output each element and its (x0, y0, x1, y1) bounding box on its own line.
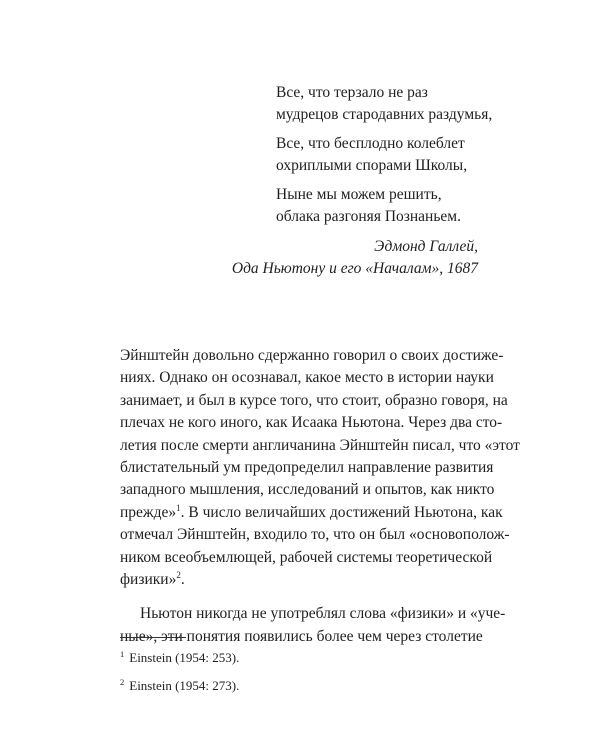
footnote-1 (120, 650, 480, 666)
text-line: Ньютон никогда не употреблял слова «физики» и «уче- (140, 605, 506, 623)
epigraph-line: облака разгоняя Познаньем. (276, 208, 461, 225)
epigraph-line: Все, что бесплодно колеблет (276, 135, 465, 152)
text-fragment: физики» (120, 571, 177, 589)
epigraph-line: охриплыми спорами Школы, (276, 157, 468, 174)
text-line: летия после смерти англичанина Эйнштейн писал, что «этот (120, 436, 520, 454)
epigraph-stanza-1 (276, 82, 516, 126)
epigraph-attribution (232, 236, 478, 280)
text-line: западного мышления, исследований и опытов, как никто (120, 481, 495, 499)
text-line: отмечал Эйнштейн, входило то, что он был «основополож- (120, 526, 510, 544)
footnote-2 (120, 678, 480, 694)
text-line (120, 502, 503, 524)
text-line: Эйнштейн довольно сдержанно говорил о своих достиже- (120, 347, 504, 364)
footnote-ref-1[interactable]: 1 (176, 502, 181, 513)
paragraph-2 (120, 603, 506, 648)
text-line: ниях. Однако он осознавал, какое место в истории науки (120, 369, 494, 387)
text-line: ные», эти понятия появились более чем через столетие (120, 627, 483, 645)
text-line: занимает, и был в курсе того, что стоит, образно говоря, на (120, 391, 508, 409)
text-fragment: прежде» (120, 503, 177, 521)
footnotes (120, 650, 480, 706)
epigraph-stanza-3 (276, 184, 516, 228)
text-line: плечах не кого иного, как Исаака Ньютона. Через два сто- (120, 414, 503, 432)
body-text (120, 345, 520, 648)
epigraph (276, 82, 516, 235)
text-line: ником всеобъемлющей, рабочей системы теоретической (120, 548, 493, 566)
epigraph-line: мудрецов стародавних раздумья, (276, 106, 493, 123)
footnote-text: Einstein (1954: 253). (129, 650, 240, 665)
epigraph-line: Все, что терзало не раз (276, 84, 428, 101)
text-line (120, 569, 480, 591)
text-line: блистательный ум предопределил направление развития (120, 459, 494, 477)
footnote-number: 1 (120, 648, 125, 659)
attribution-author: Эдмонд Галлей, (374, 238, 478, 255)
text-fragment: . В число величайших достижений Ньютона, как (180, 503, 503, 521)
epigraph-line: Ныне мы можем решить, (276, 186, 442, 203)
footnote-number: 2 (120, 676, 125, 687)
epigraph-stanza-2 (276, 133, 516, 177)
text-fragment: . (180, 571, 185, 589)
footnote-ref-2[interactable]: 2 (176, 569, 181, 580)
footnote-text: Einstein (1954: 273). (129, 678, 240, 693)
paragraph-1 (120, 345, 520, 591)
attribution-source: Ода Ньютону и его «Началам», 1687 (231, 260, 478, 277)
footnote-divider (120, 637, 186, 638)
